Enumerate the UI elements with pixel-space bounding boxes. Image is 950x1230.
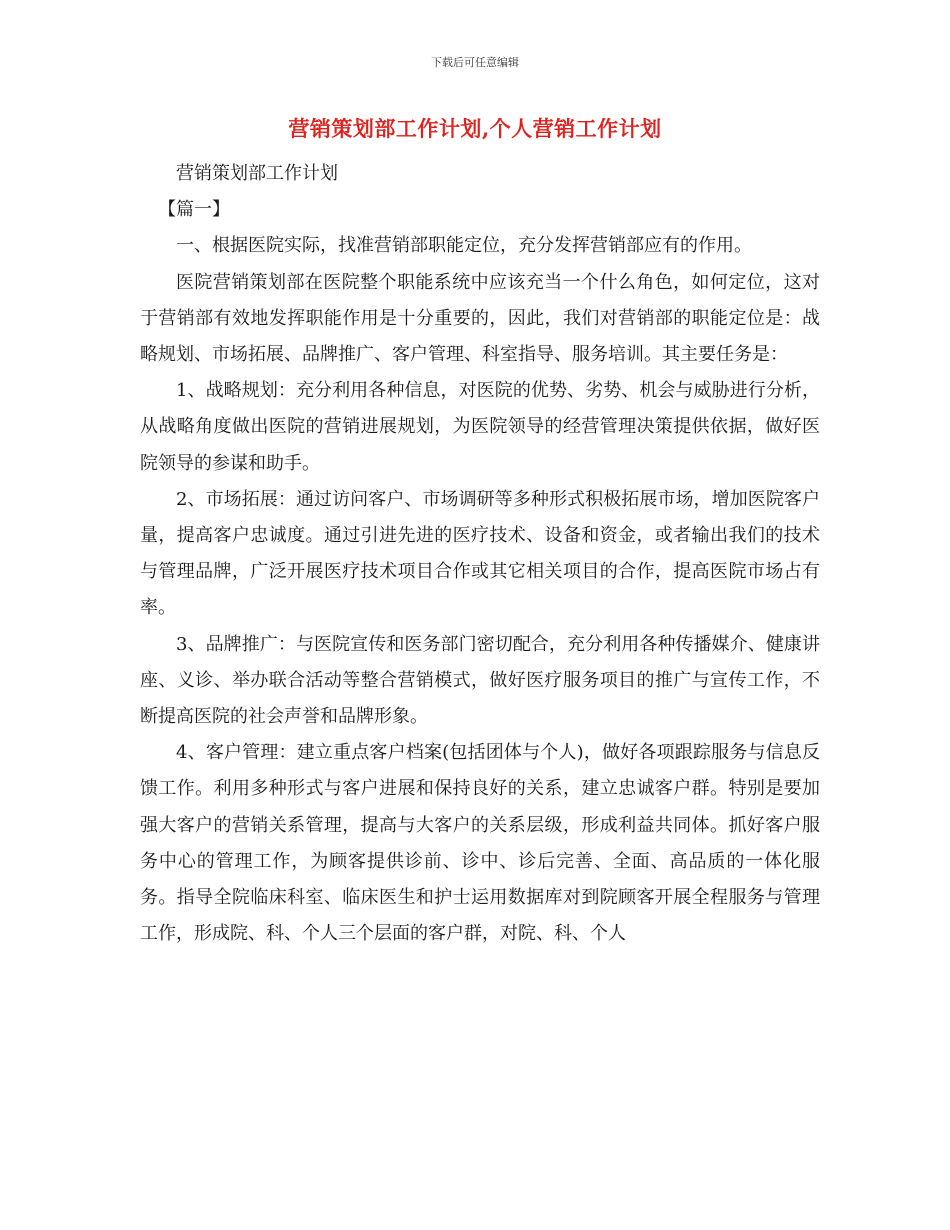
paragraph: 1、战略规划：充分利用各种信息，对医院的优势、劣势、机会与威胁进行分析，从战略角度做出医院的营销进展规划，为医院领导的经营管理决策提供依据，做好医院领导的参谋和助手。 (140, 380, 820, 474)
part-label: 【篇一】 (158, 199, 230, 221)
paragraph: 医院营销策划部在医院整个职能系统中应该充当一个什么角色，如何定位，这对于营销部有效地发挥职能作用是十分重要的，因此，我们对营销部的职能定位是：战略规划、市场拓展、品牌推广、客户管理、科室指导、服务培训。其主要任务是： (140, 271, 820, 366)
header-note: 下载后可任意编辑 (431, 56, 519, 69)
paragraph: 一、根据医院实际，找准营销部职能定位，充分发挥营销部应有的作用。 (176, 235, 752, 257)
section-heading: 营销策划部工作计划 (176, 163, 338, 184)
document-title: 营销策划部工作计划,个人营销工作计划 (288, 116, 662, 141)
paragraph: 3、品牌推广：与医院宣传和医务部门密切配合，充分利用各种传播媒介、健康讲座、义诊、举办联合活动等整合营销模式，做好医疗服务项目的推广与宣传工作，不断提高医院的社会声誉和品牌形象。 (140, 633, 820, 728)
paragraph: 4、客户管理：建立重点客户档案(包括团体与个人)，做好各项跟踪服务与信息反馈工作。利用多种形式与客户进展和保持良好的关系，建立忠诚客户群。特别是要加强大客户的营销关系管理，提高与大客户的关系层级，形成利益共同体。抓好客户服务中心的管理工作，为顾客提供诊前、诊中、诊后完善、全面、高品质的一体化服务。指导全院临床科室、临床医生和护士运用数据库对到院顾客开展全程服务与管理工作，形成院、科、个人三个层面的客户群，对院、科、个人 (140, 742, 820, 945)
document-body (140, 156, 820, 952)
paragraph: 2、市场拓展：通过访问客户、市场调研等多种形式积极拓展市场，增加医院客户量，提高客户忠诚度。通过引进先进的医疗技术、设备和资金，或者输出我们的技术与管理品牌，广泛开展医疗技术项目合作或其它相关项目的合作，提高医院市场占有率。 (140, 488, 820, 619)
